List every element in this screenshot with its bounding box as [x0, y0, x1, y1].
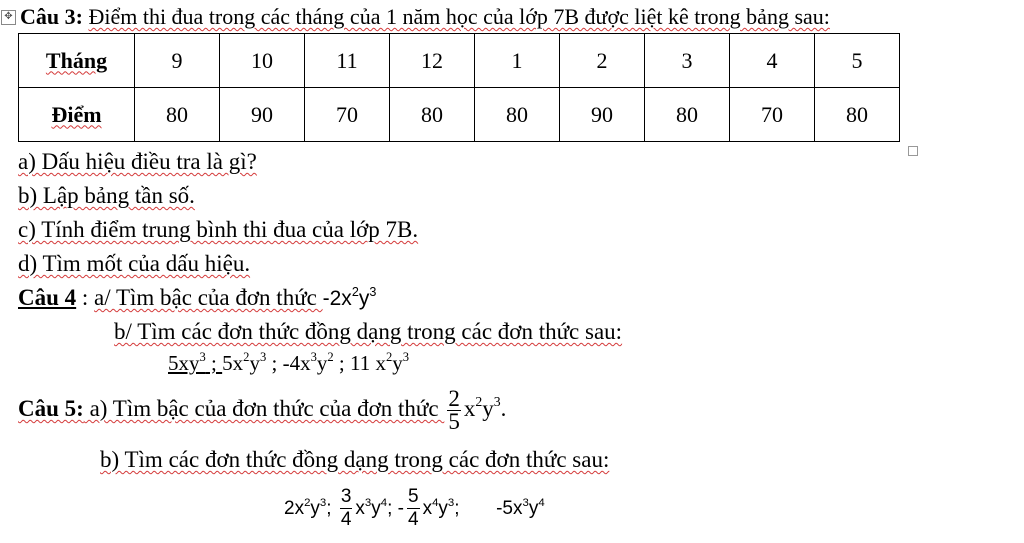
table-cell: 2	[560, 34, 645, 88]
q3-part-d: d) Tìm mốt của dấu hiệu.	[18, 251, 251, 276]
q5-part-a: Câu 5: a) Tìm bậc của đơn thức của đơn thức $\frac{2}{5}$ $x^2y^3$.	[18, 386, 507, 435]
score-table	[18, 33, 900, 142]
q5-monomial-2: $\frac{3}{4}$ $x^3y^4$;	[340, 486, 393, 531]
table-cell: 80	[475, 88, 560, 142]
q5-a-text: a) Tìm bậc của đơn thức của đơn thức	[83, 396, 445, 421]
q4-a-text: a/ Tìm bậc của đơn thức	[94, 285, 323, 310]
table-cell: 9	[135, 34, 220, 88]
q5-part-b: b) Tìm các đơn thức đồng dạng trong các đơn thức sau:	[100, 447, 610, 472]
table-cell: 90	[560, 88, 645, 142]
table-cell: 70	[305, 88, 390, 142]
q5-monomial-3: - $\frac{5}{4}$ $x^4y^3$;	[397, 486, 460, 531]
q4-label: Câu 4	[18, 285, 77, 310]
q5-a-fraction: $\frac{2}{5}$	[448, 386, 460, 435]
monomial-2: $5x^2y^3$	[222, 349, 267, 375]
q5-monomial-1: $2x^2y^3$;	[284, 496, 332, 519]
table-cell: 80	[645, 88, 730, 142]
q4-part-a: Câu 4 : a/ Tìm bậc của đơn thức $-2x^2y^3$	[18, 284, 377, 310]
q3-part-c: c) Tính điểm trung bình thi đua của lớp 7B.	[18, 217, 419, 242]
monomial-4: 11 $x^2y^3$	[350, 349, 410, 375]
table-cell: Tháng	[19, 34, 135, 88]
table-cell: 11	[305, 34, 390, 88]
q5-monomials	[284, 482, 545, 540]
table-cell: 70	[730, 88, 815, 142]
q4-a-expression: $-2x^2y^3$	[322, 284, 377, 310]
q3-label: Câu 3:	[20, 4, 83, 29]
q5-monomial-4: $-5x^3y^4$	[496, 496, 545, 519]
move-handle-icon[interactable]: ✥	[1, 10, 16, 25]
q4-monomials: $5xy^3$ ; $5x^2y^3$ ; $-4x^3y^2$ ; 11 $x^2y^3$	[168, 349, 410, 375]
monomial-3: $-4x^3y^2$	[282, 349, 334, 375]
table-cell: 90	[220, 88, 305, 142]
q4-part-b: b/ Tìm các đơn thức đồng dạng trong các đơn thức sau:	[114, 319, 623, 344]
table-resize-handle[interactable]	[908, 146, 918, 156]
q3-text: Điểm thi đua trong các tháng của 1 năm học của lớp 7B được liệt kê trong bảng sau:	[88, 4, 830, 29]
q3-heading	[20, 4, 830, 30]
table-cell: 80	[815, 88, 900, 142]
table-cell: 3	[645, 34, 730, 88]
q3-part-a: a) Dấu hiệu điều tra là gì?	[18, 149, 257, 174]
monomial-1: $5xy^3$	[168, 349, 206, 375]
table-cell: 4	[730, 34, 815, 88]
table-cell: 5	[815, 34, 900, 88]
table-row-scores	[19, 88, 900, 142]
table-cell: Điểm	[19, 88, 135, 142]
table-row-months	[19, 34, 900, 88]
table-cell: 80	[135, 88, 220, 142]
table-cell: 10	[220, 34, 305, 88]
table-cell: 80	[390, 88, 475, 142]
q3-part-b: b) Lập bảng tần số.	[18, 183, 195, 208]
table-cell: 1	[475, 34, 560, 88]
q5-label: Câu 5:	[18, 396, 84, 421]
table-cell: 12	[390, 34, 475, 88]
